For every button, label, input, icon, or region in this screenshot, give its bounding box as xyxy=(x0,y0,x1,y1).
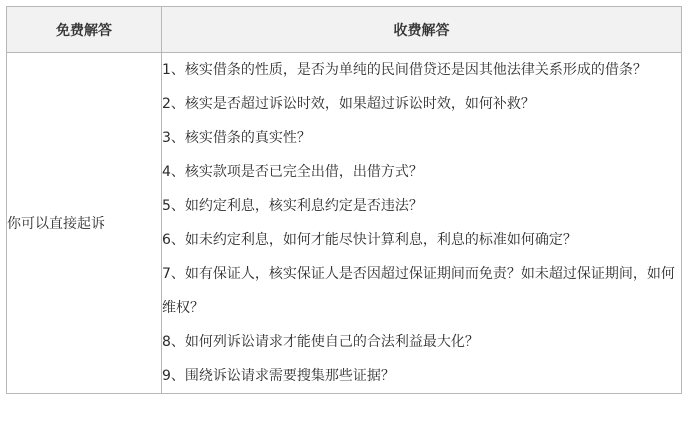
list-item: 7、如有保证人，核实保证人是否因超过保证期间而免责？如未超过保证期间，如何维权？ xyxy=(162,266,675,316)
list-item: 8、如何列诉讼请求才能使自己的合法利益最大化？ xyxy=(162,334,479,350)
free-answer-header: 免费解答 xyxy=(7,7,162,53)
paid-answer-header: 收费解答 xyxy=(162,7,682,53)
table-header xyxy=(7,7,682,53)
list-item: 5、如约定利息，核实利息约定是否违法？ xyxy=(162,198,423,214)
list-item: 9、围绕诉讼请求需要搜集那些证据？ xyxy=(162,368,395,384)
list-item: 6、如未约定利息，如何才能尽快计算利息，利息的标准如何确定？ xyxy=(162,232,577,248)
list-item: 1、核实借条的性质，是否为单纯的民间借贷还是因其他法律关系形成的借条？ xyxy=(162,62,647,78)
list-item: 2、核实是否超过诉讼时效，如果超过诉讼时效，如何补救？ xyxy=(162,96,535,112)
paid-answer-cell xyxy=(162,53,682,394)
free-answer-cell: 你可以直接起诉 xyxy=(7,53,162,394)
list-item: 4、核实款项是否已完全出借，出借方式？ xyxy=(162,164,423,180)
table-body xyxy=(7,53,682,394)
comparison-table xyxy=(6,6,682,394)
list-item: 3、核实借条的真实性？ xyxy=(162,130,311,146)
header-row xyxy=(7,7,682,53)
paid-items-list xyxy=(162,53,681,393)
table-row xyxy=(7,53,682,394)
